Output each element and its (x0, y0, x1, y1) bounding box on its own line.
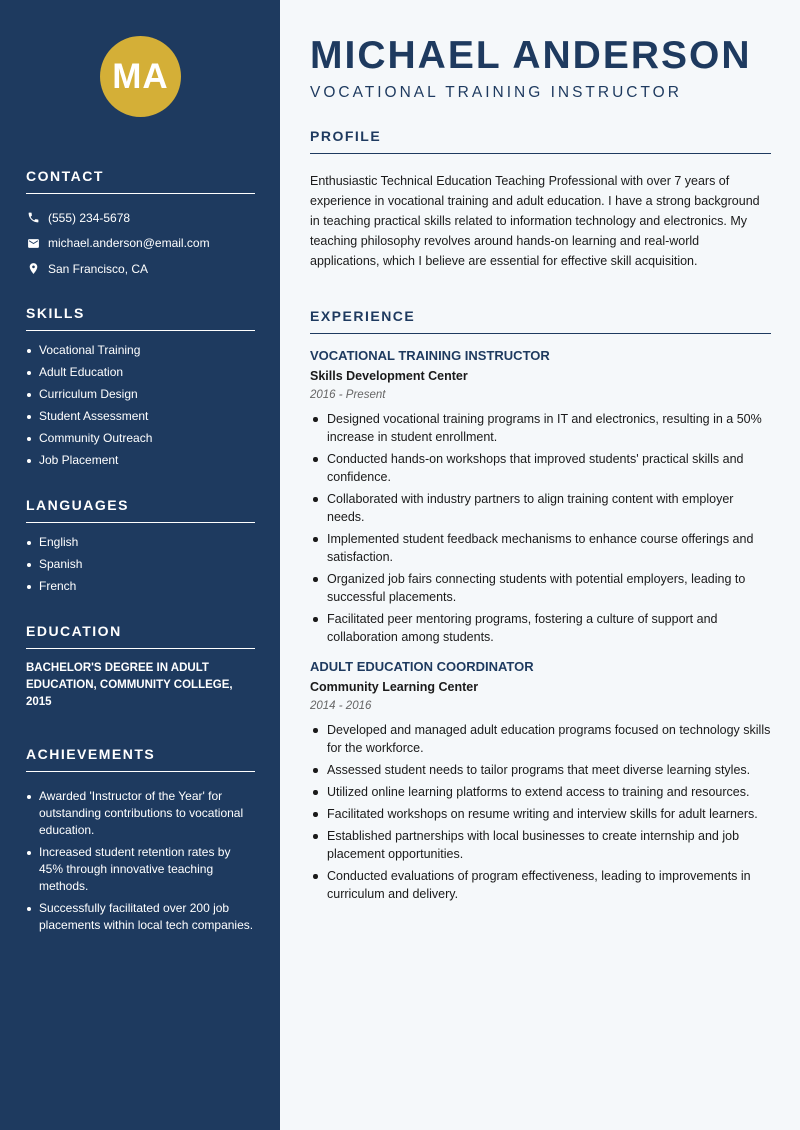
location-pin-icon (26, 262, 40, 276)
list-item: Adult Education (26, 364, 255, 381)
job-bullets (310, 410, 771, 646)
list-item: Developed and managed adult education programs focused on technology skills for the workforce. (310, 721, 771, 757)
location-text: San Francisco, CA (48, 261, 149, 276)
candidate-title: VOCATIONAL TRAINING INSTRUCTOR (310, 84, 682, 101)
email-text: michael.anderson@email.com (48, 236, 210, 251)
list-item: Student Assessment (26, 408, 255, 425)
list-item: Facilitated workshops on resume writing and interview skills for adult learners. (310, 805, 771, 823)
list-item: Facilitated peer mentoring programs, fostering a culture of support and collaboration among students. (310, 610, 771, 646)
job-role: VOCATIONAL TRAINING INSTRUCTOR (310, 348, 550, 363)
experience-heading: EXPERIENCE (310, 308, 771, 334)
job-company: Community Learning Center (310, 680, 479, 694)
list-item: English (26, 534, 255, 551)
list-item: Established partnerships with local businesses to create internship and job placement opportunities. (310, 827, 771, 863)
contact-heading: CONTACT (26, 168, 255, 194)
skills-heading: SKILLS (26, 305, 255, 331)
education-heading: EDUCATION (26, 623, 255, 649)
profile-text: Enthusiastic Technical Education Teaching Professional with over 7 years of experience in vocational training and adult education. I have a strong background in teaching practical skills related to information technology and electronics. My teaching philosophy revolves around hands-on learning and real-world applications, which I believe are essential for effective skill acquisition. (310, 174, 760, 268)
list-item: Vocational Training (26, 342, 255, 359)
list-item: Implemented student feedback mechanisms to enhance course offerings and satisfaction. (310, 530, 771, 566)
achievements-heading: ACHIEVEMENTS (26, 746, 255, 772)
list-item: Conducted evaluations of program effectiveness, leading to improvements in curriculum and delivery. (310, 867, 771, 903)
list-item: Collaborated with industry partners to align training content with employer needs. (310, 490, 771, 526)
list-item: Increased student retention rates by 45% through innovative teaching methods. (26, 844, 255, 895)
job-bullets (310, 721, 771, 903)
education-degree: BACHELOR'S DEGREE IN ADULT EDUCATION, COMMUNITY COLLEGE, 2015 (26, 662, 233, 708)
list-item: Utilized online learning platforms to extend access to training and resources. (310, 783, 771, 801)
avatar (100, 36, 181, 117)
contact-section (26, 168, 255, 282)
job-role: ADULT EDUCATION COORDINATOR (310, 659, 534, 674)
job-dates: 2014 - 2016 (310, 700, 372, 712)
phone-icon (26, 211, 40, 225)
list-item: Conducted hands-on workshops that improved students' practical skills and confidence. (310, 450, 771, 486)
list-item: Job Placement (26, 452, 255, 469)
list-item: Designed vocational training programs in IT and electronics, resulting in a 50% increase in student enrollment. (310, 410, 771, 446)
list-item: Curriculum Design (26, 386, 255, 403)
profile-section (310, 128, 771, 271)
list-item: Community Outreach (26, 430, 255, 447)
job-dates: 2016 - Present (310, 389, 386, 401)
contact-location (26, 256, 255, 282)
sidebar (0, 0, 280, 1130)
achievements-list (26, 788, 255, 934)
experience-section (310, 308, 771, 907)
languages-list (26, 534, 255, 595)
skills-section (26, 305, 255, 474)
achievements-section (26, 746, 255, 939)
contact-email (26, 231, 255, 257)
job-company: Skills Development Center (310, 369, 468, 383)
email-icon (26, 236, 40, 250)
job-entry (310, 659, 771, 903)
list-item: French (26, 578, 255, 595)
languages-section (26, 497, 255, 600)
list-item: Successfully facilitated over 200 job placements within local tech companies. (26, 900, 255, 934)
languages-heading: LANGUAGES (26, 497, 255, 523)
profile-heading: PROFILE (310, 128, 771, 154)
list-item: Spanish (26, 556, 255, 573)
skills-list (26, 342, 255, 469)
list-item: Organized job fairs connecting students with potential employers, leading to successful placements. (310, 570, 771, 606)
list-item: Assessed student needs to tailor programs that meet diverse learning styles. (310, 761, 771, 779)
job-entry (310, 348, 771, 646)
phone-text: (555) 234-5678 (48, 210, 131, 225)
contact-phone (26, 205, 255, 231)
candidate-name: MICHAEL ANDERSON (310, 34, 752, 77)
education-section (26, 623, 255, 711)
list-item: Awarded 'Instructor of the Year' for outstanding contributions to vocational education. (26, 788, 255, 839)
avatar-initials: MA (112, 56, 169, 96)
